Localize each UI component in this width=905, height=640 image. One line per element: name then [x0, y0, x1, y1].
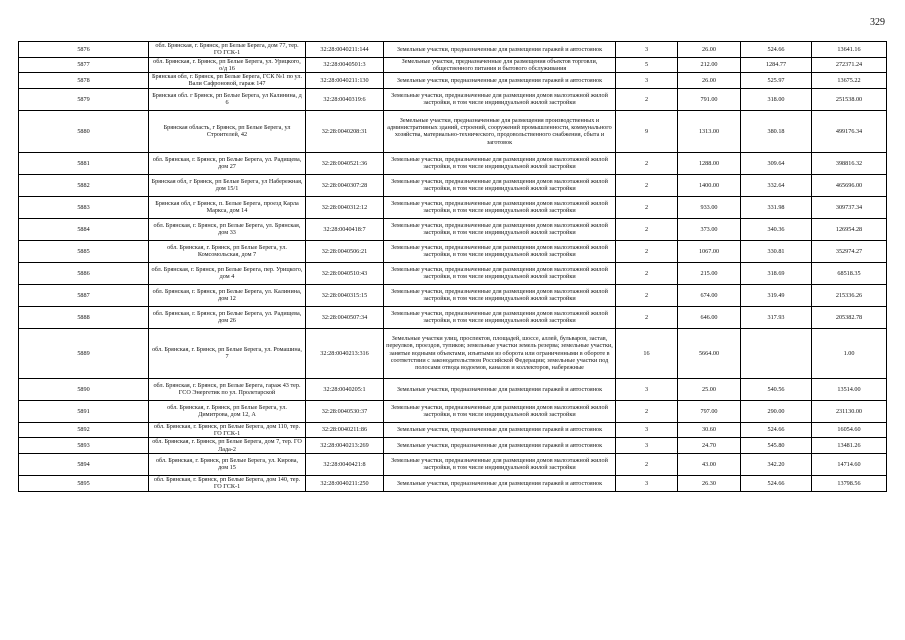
- cadastral-value-cell: 352974.27: [812, 240, 887, 262]
- specific-value-cell: 525.97: [741, 73, 812, 89]
- address-cell: обл. Брянская, г. Брянск, рп Белые Берега, ул. Димитрова, дом 12, А: [149, 400, 306, 422]
- group-cell: 3: [616, 438, 678, 454]
- address-cell: обл. Брянская, г. Брянск, рп Белые Берега, дом 110, тер. ГО ГСК-1: [149, 422, 306, 438]
- land-use-cell: Земельные участки, предназначенные для размещения гаражей и автостоянок: [384, 438, 616, 454]
- land-use-cell: Земельные участки, предназначенные для размещения гаражей и автостоянок: [384, 422, 616, 438]
- land-use-cell: Земельные участки, предназначенные для размещения домов малоэтажной жилой застройки, в том числе индивидуальной жилой застройки: [384, 196, 616, 218]
- table-row: [19, 400, 887, 422]
- cadastral-value-cell: 13514.00: [812, 378, 887, 400]
- land-use-cell: Земельные участки, предназначенные для размещения производственных и административных зданий, строений, сооружений промышленности, коммунального хозяйства, материально-технического, продовольственного снабжения, сбыта и заготовок: [384, 110, 616, 152]
- specific-value-cell: 330.81: [741, 240, 812, 262]
- address-cell: Брянская область, г Брянск, рп Белые Берега, ул Строителей, 42: [149, 110, 306, 152]
- specific-value-cell: 317.93: [741, 306, 812, 328]
- table-row: [19, 262, 887, 284]
- specific-value-cell: 524.66: [741, 422, 812, 438]
- group-cell: 2: [616, 196, 678, 218]
- area-cell: 1288.00: [678, 152, 741, 174]
- cadastral-number-cell: 32:28:0040211:130: [306, 73, 384, 89]
- row-number: 5879: [19, 88, 149, 110]
- cadastral-value-cell: 251538.00: [812, 88, 887, 110]
- row-number: 5876: [19, 42, 149, 58]
- cadastral-number-cell: 32:28:0040507:34: [306, 306, 384, 328]
- row-number: 5890: [19, 378, 149, 400]
- area-cell: 674.00: [678, 284, 741, 306]
- cadastral-value-cell: 14714.60: [812, 453, 887, 475]
- cadastral-number-cell: 32:28:0040510:43: [306, 262, 384, 284]
- group-cell: 2: [616, 284, 678, 306]
- land-register-table: [18, 41, 887, 492]
- table-row: [19, 378, 887, 400]
- address-cell: Брянская обл. г Брянск, рп Белые Берега, ул Калинина, д 6: [149, 88, 306, 110]
- cadastral-value-cell: 13798.56: [812, 475, 887, 491]
- land-use-cell: Земельные участки, предназначенные для размещения домов малоэтажной жилой застройки, в том числе индивидуальной жилой застройки: [384, 152, 616, 174]
- cadastral-value-cell: 1.00: [812, 328, 887, 378]
- register-body: [19, 42, 887, 492]
- specific-value-cell: 545.80: [741, 438, 812, 454]
- table-row: [19, 453, 887, 475]
- specific-value-cell: 540.56: [741, 378, 812, 400]
- cadastral-number-cell: 32:28:0040418:7: [306, 218, 384, 240]
- address-cell: обл. Брянская, г. Брянск, рп Белые Берега, гараж 43 тер. ГСО Энергетик по ул. Пролетарской: [149, 378, 306, 400]
- address-cell: обл. Брянская, г. Брянск, рп Белые Берега, дом 7, тер. ГО Лада-2: [149, 438, 306, 454]
- group-cell: 2: [616, 88, 678, 110]
- land-use-cell: Земельные участки, предназначенные для размещения гаражей и автостоянок: [384, 42, 616, 58]
- address-cell: обл. Брянская, г. Брянск, рп Белые Берега, дом 140, тер. ГО ГСК-1: [149, 475, 306, 491]
- group-cell: 3: [616, 475, 678, 491]
- area-cell: 26.30: [678, 475, 741, 491]
- table-row: [19, 240, 887, 262]
- table-row: [19, 174, 887, 196]
- specific-value-cell: 309.64: [741, 152, 812, 174]
- table-row: [19, 306, 887, 328]
- table-row: [19, 196, 887, 218]
- cadastral-number-cell: 32:28:0040211:86: [306, 422, 384, 438]
- cadastral-value-cell: 465696.00: [812, 174, 887, 196]
- row-number: 5881: [19, 152, 149, 174]
- address-cell: обл. Брянская, г. Брянск, рп Белые Берега, ул. Комсомольская, дом 7: [149, 240, 306, 262]
- group-cell: 3: [616, 422, 678, 438]
- row-number: 5878: [19, 73, 149, 89]
- row-number: 5887: [19, 284, 149, 306]
- row-number: 5880: [19, 110, 149, 152]
- table-row: [19, 422, 887, 438]
- cadastral-value-cell: 398816.32: [812, 152, 887, 174]
- land-use-cell: Земельные участки, предназначенные для размещения домов малоэтажной жилой застройки, в том числе индивидуальной жилой застройки: [384, 453, 616, 475]
- group-cell: 2: [616, 218, 678, 240]
- row-number: 5884: [19, 218, 149, 240]
- cadastral-number-cell: 32:28:0040315:15: [306, 284, 384, 306]
- cadastral-value-cell: 16054.60: [812, 422, 887, 438]
- group-cell: 16: [616, 328, 678, 378]
- row-number: 5883: [19, 196, 149, 218]
- area-cell: 791.00: [678, 88, 741, 110]
- land-use-cell: Земельные участки, предназначенные для размещения домов малоэтажной жилой застройки, в том числе индивидуальной жилой застройки: [384, 174, 616, 196]
- address-cell: обл. Брянская, г. Брянск, рп Белые Берега, пер. Урицкого, дом 4: [149, 262, 306, 284]
- specific-value-cell: 290.00: [741, 400, 812, 422]
- cadastral-value-cell: 126954.28: [812, 218, 887, 240]
- area-cell: 30.60: [678, 422, 741, 438]
- row-number: 5888: [19, 306, 149, 328]
- area-cell: 1067.00: [678, 240, 741, 262]
- area-cell: 26.00: [678, 42, 741, 58]
- cadastral-number-cell: 32:28:0040501:3: [306, 57, 384, 73]
- address-cell: обл. Брянская, г. Брянск, рп Белые Берега, дом 77, тер. ГО ГСК-1: [149, 42, 306, 58]
- table-row: [19, 110, 887, 152]
- group-cell: 2: [616, 262, 678, 284]
- table-row: [19, 73, 887, 89]
- area-cell: 25.00: [678, 378, 741, 400]
- cadastral-value-cell: 272371.24: [812, 57, 887, 73]
- cadastral-number-cell: 32:28:0040319:6: [306, 88, 384, 110]
- area-cell: 26.00: [678, 73, 741, 89]
- cadastral-value-cell: 499176.34: [812, 110, 887, 152]
- cadastral-number-cell: 32:28:0040506:21: [306, 240, 384, 262]
- cadastral-value-cell: 13675.22: [812, 73, 887, 89]
- table-row: [19, 57, 887, 73]
- cadastral-number-cell: 32:28:0040530:37: [306, 400, 384, 422]
- table-row: [19, 42, 887, 58]
- area-cell: 933.00: [678, 196, 741, 218]
- land-use-cell: Земельные участки, предназначенные для размещения гаражей и автостоянок: [384, 73, 616, 89]
- cadastral-number-cell: 32:28:0040211:144: [306, 42, 384, 58]
- group-cell: 3: [616, 42, 678, 58]
- land-use-cell: Земельные участки, предназначенные для размещения объектов торговли, общественного питания и бытового обслуживания: [384, 57, 616, 73]
- cadastral-number-cell: 32:28:0040208:31: [306, 110, 384, 152]
- cadastral-value-cell: 205382.78: [812, 306, 887, 328]
- cadastral-number-cell: 32:28:0040213:269: [306, 438, 384, 454]
- land-use-cell: Земельные участки улиц, проспектов, площадей, шоссе, аллей, бульваров, застав, переулков, проездов, тупиков; земельные участки земель резерва; земельные участки, занятые водными объектами, изъятыми из оборота или ограниченными в обороте в соответствии с законодательством Российской Федерации; земельные участки под полосами отвода водоемов, каналов и коллекторов, набережные: [384, 328, 616, 378]
- address-cell: Брянская обл, г Брянск, п. Белые Берега, проезд Карла Маркса, дом 14: [149, 196, 306, 218]
- cadastral-value-cell: 13481.26: [812, 438, 887, 454]
- area-cell: 24.70: [678, 438, 741, 454]
- table-row: [19, 152, 887, 174]
- address-cell: обл. Брянская, г. Брянск, рп Белые Берега, ул. Радищева, дом 27: [149, 152, 306, 174]
- land-use-cell: Земельные участки, предназначенные для размещения домов малоэтажной жилой застройки, в том числе индивидуальной жилой застройки: [384, 218, 616, 240]
- table-row: [19, 328, 887, 378]
- group-cell: 3: [616, 73, 678, 89]
- specific-value-cell: 340.36: [741, 218, 812, 240]
- land-use-cell: Земельные участки, предназначенные для размещения домов малоэтажной жилой застройки, в том числе индивидуальной жилой застройки: [384, 262, 616, 284]
- land-use-cell: Земельные участки, предназначенные для размещения гаражей и автостоянок: [384, 475, 616, 491]
- table-row: [19, 475, 887, 491]
- page-number: 329: [870, 17, 885, 28]
- land-use-cell: Земельные участки, предназначенные для размещения домов малоэтажной жилой застройки, в том числе индивидуальной жилой застройки: [384, 306, 616, 328]
- specific-value-cell: 524.66: [741, 42, 812, 58]
- specific-value-cell: 524.66: [741, 475, 812, 491]
- area-cell: 5664.00: [678, 328, 741, 378]
- cadastral-value-cell: 215336.26: [812, 284, 887, 306]
- land-use-cell: Земельные участки, предназначенные для размещения домов малоэтажной жилой застройки, в том числе индивидуальной жилой застройки: [384, 240, 616, 262]
- address-cell: обл. Брянская, г. Брянск, рп Белые Берега, ул. Калинина, дом 12: [149, 284, 306, 306]
- address-cell: Брянская обл, г. Брянск, рп Белые Берега, ГСК №1 по ул. Вали Сафроновой, гараж 147: [149, 73, 306, 89]
- cadastral-value-cell: 13641.16: [812, 42, 887, 58]
- row-number: 5882: [19, 174, 149, 196]
- group-cell: 2: [616, 152, 678, 174]
- row-number: 5892: [19, 422, 149, 438]
- land-use-cell: Земельные участки, предназначенные для размещения домов малоэтажной жилой застройки, в том числе индивидуальной жилой застройки: [384, 88, 616, 110]
- specific-value-cell: [741, 328, 812, 378]
- row-number: 5894: [19, 453, 149, 475]
- row-number: 5891: [19, 400, 149, 422]
- area-cell: 212.00: [678, 57, 741, 73]
- area-cell: 797.00: [678, 400, 741, 422]
- land-use-cell: Земельные участки, предназначенные для размещения домов малоэтажной жилой застройки, в том числе индивидуальной жилой застройки: [384, 284, 616, 306]
- land-use-cell: Земельные участки, предназначенные для размещения гаражей и автостоянок: [384, 378, 616, 400]
- land-use-cell: Земельные участки, предназначенные для размещения домов малоэтажной жилой застройки, в том числе индивидуальной жилой застройки: [384, 400, 616, 422]
- cadastral-number-cell: 32:28:0040213:316: [306, 328, 384, 378]
- cadastral-value-cell: 68518.35: [812, 262, 887, 284]
- row-number: 5885: [19, 240, 149, 262]
- table-row: [19, 284, 887, 306]
- cadastral-number-cell: 32:28:0040211:250: [306, 475, 384, 491]
- cadastral-number-cell: 32:28:0040312:12: [306, 196, 384, 218]
- address-cell: Брянская обл, г Брянск, рп Белые Берега, ул Набережная, дом 15/1: [149, 174, 306, 196]
- group-cell: 9: [616, 110, 678, 152]
- group-cell: 2: [616, 453, 678, 475]
- specific-value-cell: 1284.77: [741, 57, 812, 73]
- specific-value-cell: 318.00: [741, 88, 812, 110]
- address-cell: обл. Брянская, г. Брянск, рп Белые Берега, ул. Брянская, дом 33: [149, 218, 306, 240]
- cadastral-number-cell: 32:28:0040421:8: [306, 453, 384, 475]
- area-cell: 43.00: [678, 453, 741, 475]
- row-number: 5895: [19, 475, 149, 491]
- row-number: 5877: [19, 57, 149, 73]
- specific-value-cell: 380.18: [741, 110, 812, 152]
- specific-value-cell: 342.20: [741, 453, 812, 475]
- group-cell: 2: [616, 306, 678, 328]
- address-cell: обл. Брянская, г. Брянск, рп Белые Берега, ул. Ромашина, 7: [149, 328, 306, 378]
- table-row: [19, 218, 887, 240]
- specific-value-cell: 332.64: [741, 174, 812, 196]
- group-cell: 2: [616, 240, 678, 262]
- row-number: 5886: [19, 262, 149, 284]
- area-cell: 215.00: [678, 262, 741, 284]
- specific-value-cell: 318.69: [741, 262, 812, 284]
- cadastral-value-cell: 231130.00: [812, 400, 887, 422]
- specific-value-cell: 331.98: [741, 196, 812, 218]
- group-cell: 5: [616, 57, 678, 73]
- address-cell: обл. Брянская, г. Брянск, рп Белые Берега, ул. Радищева, дом 26: [149, 306, 306, 328]
- table-row: [19, 88, 887, 110]
- area-cell: 646.00: [678, 306, 741, 328]
- group-cell: 2: [616, 174, 678, 196]
- address-cell: обл. Брянская, г. Брянск, рп Белые Берега, ул. Кирова, дом 15: [149, 453, 306, 475]
- area-cell: 373.00: [678, 218, 741, 240]
- cadastral-number-cell: 32:28:0040205:1: [306, 378, 384, 400]
- group-cell: 2: [616, 400, 678, 422]
- cadastral-value-cell: 309737.34: [812, 196, 887, 218]
- group-cell: 3: [616, 378, 678, 400]
- row-number: 5889: [19, 328, 149, 378]
- table-row: [19, 438, 887, 454]
- cadastral-number-cell: 32:28:0040521:36: [306, 152, 384, 174]
- area-cell: 1313.00: [678, 110, 741, 152]
- address-cell: обл. Брянская, г. Брянск, рп Белые Берега, ул. Урицкого, о/д 16: [149, 57, 306, 73]
- cadastral-number-cell: 32:28:0040307:28: [306, 174, 384, 196]
- row-number: 5893: [19, 438, 149, 454]
- specific-value-cell: 319.49: [741, 284, 812, 306]
- area-cell: 1400.00: [678, 174, 741, 196]
